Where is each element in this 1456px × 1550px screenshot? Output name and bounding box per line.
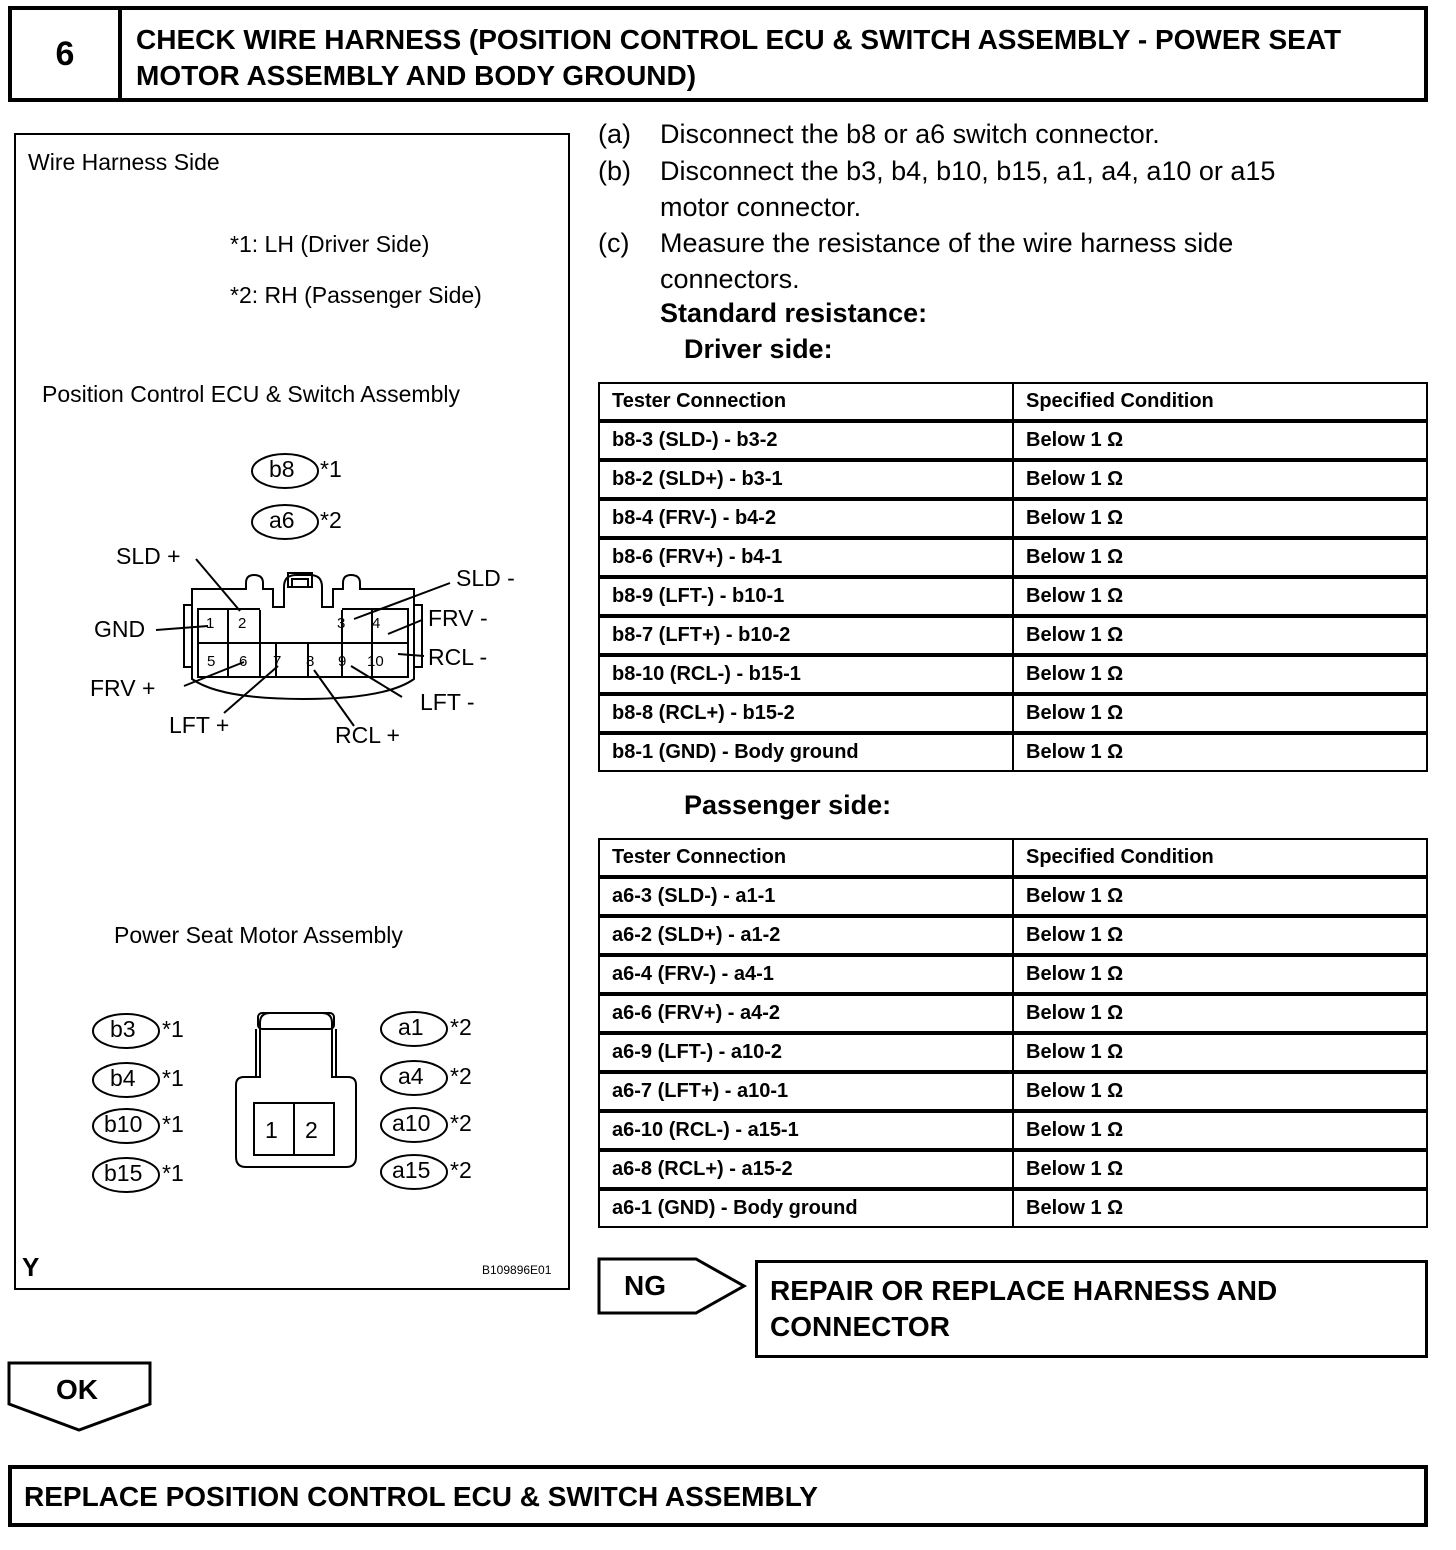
figure-code: B109896E01: [482, 1263, 552, 1277]
ok-label: OK: [56, 1374, 98, 1405]
pin-number: 5: [207, 653, 216, 670]
table-row: [599, 577, 1427, 616]
table-row: [599, 694, 1427, 733]
step-number: 6: [12, 10, 122, 98]
pin-label-lft-plus: LFT +: [169, 712, 230, 738]
table-row: [599, 733, 1427, 771]
pin-label-sld-minus: SLD -: [456, 565, 515, 591]
cell-connection: b8-3 (SLD-) - b3-2: [599, 421, 1013, 460]
cell-condition: Below 1 Ω: [1013, 916, 1427, 955]
cell-connection: a6-3 (SLD-) - a1-1: [599, 877, 1013, 916]
passenger-side-heading: Passenger side:: [684, 790, 892, 820]
figure-side-label: Wire Harness Side: [28, 149, 220, 175]
cell-condition: Below 1 Ω: [1013, 1189, 1427, 1227]
step-c: [598, 225, 1233, 261]
table-header-row: [599, 839, 1427, 877]
cell-connection: a6-4 (FRV-) - a4-1: [599, 955, 1013, 994]
cell-connection: a6-10 (RCL-) - a15-1: [599, 1111, 1013, 1150]
pin-label-frv-minus: FRV -: [428, 605, 488, 631]
cell-connection: a6-1 (GND) - Body ground: [599, 1189, 1013, 1227]
figure-note-lh: *1: LH (Driver Side): [230, 231, 430, 257]
motor-connector-id: b15: [104, 1160, 143, 1186]
col-specified-condition: Specified Condition: [1013, 839, 1427, 877]
cell-condition: Below 1 Ω: [1013, 538, 1427, 577]
step-text: Measure the resistance of the wire harness side: [660, 228, 1234, 258]
motor-connector-mark: *1: [162, 1111, 184, 1137]
cell-condition: Below 1 Ω: [1013, 460, 1427, 499]
pin-label-gnd: GND: [94, 616, 146, 642]
figure-note-rh: *2: RH (Passenger Side): [230, 282, 482, 308]
pin-label-sld-plus: SLD +: [116, 543, 181, 569]
motor-connector-mark: *2: [450, 1014, 472, 1040]
pin-number: 8: [306, 653, 315, 670]
motor-pin-number: 2: [305, 1117, 318, 1143]
cell-condition: Below 1 Ω: [1013, 655, 1427, 694]
cell-connection: b8-6 (FRV+) - b4-1: [599, 538, 1013, 577]
pin-number: 4: [372, 615, 381, 632]
pin-number: 3: [337, 615, 346, 632]
table-row: [599, 616, 1427, 655]
passenger-resistance-table: [598, 838, 1428, 1228]
cell-connection: b8-4 (FRV-) - b4-2: [599, 499, 1013, 538]
cell-connection: b8-9 (LFT-) - b10-1: [599, 577, 1013, 616]
cell-condition: Below 1 Ω: [1013, 877, 1427, 916]
motor-connector-mark: *2: [450, 1110, 472, 1136]
cell-condition: Below 1 Ω: [1013, 1111, 1427, 1150]
motor-connector-id: a4: [398, 1063, 424, 1089]
pin-label-rcl-minus: RCL -: [428, 644, 488, 670]
step-a: [598, 116, 1160, 152]
ng-result-line1: REPAIR OR REPLACE HARNESS AND: [770, 1275, 1278, 1306]
cell-connection: a6-2 (SLD+) - a1-2: [599, 916, 1013, 955]
step-b: [598, 153, 1275, 189]
ecu-connector-id-b8: b8: [269, 456, 295, 482]
table-row: [599, 538, 1427, 577]
pin-number: 6: [239, 653, 248, 670]
motor-connector-id: a1: [398, 1014, 424, 1040]
ng-result-box: [755, 1260, 1428, 1358]
table-row: [599, 1072, 1427, 1111]
step-title: CHECK WIRE HARNESS (POSITION CONTROL ECU & SWITCH ASSEMBLY - POWER SEAT MOTOR ASSEMBLY AND BODY GROUND): [136, 24, 1342, 91]
table-row: [599, 421, 1427, 460]
table-row: [599, 994, 1427, 1033]
motor-connector-id: b10: [104, 1111, 143, 1137]
cell-connection: b8-10 (RCL-) - b15-1: [599, 655, 1013, 694]
table-row: [599, 655, 1427, 694]
motor-pin-number: 1: [265, 1117, 278, 1143]
cell-condition: Below 1 Ω: [1013, 955, 1427, 994]
cell-condition: Below 1 Ω: [1013, 694, 1427, 733]
table-row: [599, 1111, 1427, 1150]
table-row: [599, 460, 1427, 499]
driver-side-heading: Driver side:: [684, 334, 833, 364]
ecu-connector-id-a6: a6: [269, 507, 295, 533]
pin-number: 10: [367, 653, 384, 670]
cell-condition: Below 1 Ω: [1013, 421, 1427, 460]
pin-number: 7: [273, 653, 282, 670]
pin-number: 9: [338, 653, 347, 670]
cell-condition: Below 1 Ω: [1013, 994, 1427, 1033]
ng-arrow: [596, 1256, 752, 1318]
ok-result-text: REPLACE POSITION CONTROL ECU & SWITCH ASSEMBLY: [24, 1481, 818, 1512]
cell-condition: Below 1 Ω: [1013, 1033, 1427, 1072]
motor-connector-mark: *1: [162, 1065, 184, 1091]
pin-label-frv-plus: FRV +: [90, 675, 156, 701]
cell-connection: a6-7 (LFT+) - a10-1: [599, 1072, 1013, 1111]
pin-label-lft-minus: LFT -: [420, 689, 475, 715]
cell-condition: Below 1 Ω: [1013, 499, 1427, 538]
pin-number: 1: [206, 615, 215, 632]
col-tester-connection: Tester Connection: [599, 383, 1013, 421]
table-header-row: [599, 383, 1427, 421]
ecu-title: Position Control ECU & Switch Assembly: [42, 381, 460, 407]
cell-connection: a6-6 (FRV+) - a4-2: [599, 994, 1013, 1033]
step-header: [8, 6, 1428, 102]
cell-connection: b8-8 (RCL+) - b15-2: [599, 694, 1013, 733]
ecu-connector-mark-b8: *1: [320, 456, 342, 482]
cell-connection: a6-9 (LFT-) - a10-2: [599, 1033, 1013, 1072]
table-row: [599, 1150, 1427, 1189]
cell-condition: Below 1 Ω: [1013, 616, 1427, 655]
step-text: Disconnect the b3, b4, b10, b15, a1, a4, a10 or a15: [660, 156, 1276, 186]
cell-connection: b8-7 (LFT+) - b10-2: [599, 616, 1013, 655]
motor-connector-mark: *1: [162, 1160, 184, 1186]
ng-result-line2: CONNECTOR: [770, 1311, 950, 1342]
motor-connector-mark: *2: [450, 1063, 472, 1089]
cell-connection: a6-8 (RCL+) - a15-2: [599, 1150, 1013, 1189]
ok-result-box: [8, 1465, 1428, 1527]
step-letter: (b): [598, 156, 631, 186]
wiring-figure: [14, 133, 570, 1290]
table-row: [599, 1189, 1427, 1227]
table-row: [599, 499, 1427, 538]
connector-diagram: [16, 135, 568, 1288]
step-letter: (a): [598, 119, 631, 149]
step-c-continued: connectors.: [660, 264, 800, 294]
ecu-connector-mark-a6: *2: [320, 507, 342, 533]
cell-condition: Below 1 Ω: [1013, 1072, 1427, 1111]
cell-connection: b8-1 (GND) - Body ground: [599, 733, 1013, 771]
cell-condition: Below 1 Ω: [1013, 577, 1427, 616]
figure-corner-letter: Y: [22, 1252, 40, 1282]
standard-resistance-label: Standard resistance:: [660, 298, 928, 328]
cell-condition: Below 1 Ω: [1013, 733, 1427, 771]
col-specified-condition: Specified Condition: [1013, 383, 1427, 421]
step-b-continued: motor connector.: [660, 192, 862, 222]
cell-connection: b8-2 (SLD+) - b3-1: [599, 460, 1013, 499]
step-text: Disconnect the b8 or a6 switch connector.: [660, 119, 1160, 149]
table-row: [599, 877, 1427, 916]
motor-connector-id: b3: [110, 1016, 136, 1042]
table-row: [599, 916, 1427, 955]
table-row: [599, 955, 1427, 994]
motor-connector-mark: *1: [162, 1016, 184, 1042]
pin-number: 2: [238, 615, 247, 632]
motor-connector-mark: *2: [450, 1157, 472, 1183]
ng-label: NG: [624, 1270, 666, 1301]
motor-connector-id: b4: [110, 1065, 136, 1091]
motor-title: Power Seat Motor Assembly: [114, 922, 403, 948]
pin-label-rcl-plus: RCL +: [335, 722, 400, 748]
driver-resistance-table: [598, 382, 1428, 772]
step-letter: (c): [598, 228, 630, 258]
motor-connector-id: a10: [392, 1110, 431, 1136]
col-tester-connection: Tester Connection: [599, 839, 1013, 877]
motor-connector-id: a15: [392, 1157, 431, 1183]
table-row: [599, 1033, 1427, 1072]
cell-condition: Below 1 Ω: [1013, 1150, 1427, 1189]
